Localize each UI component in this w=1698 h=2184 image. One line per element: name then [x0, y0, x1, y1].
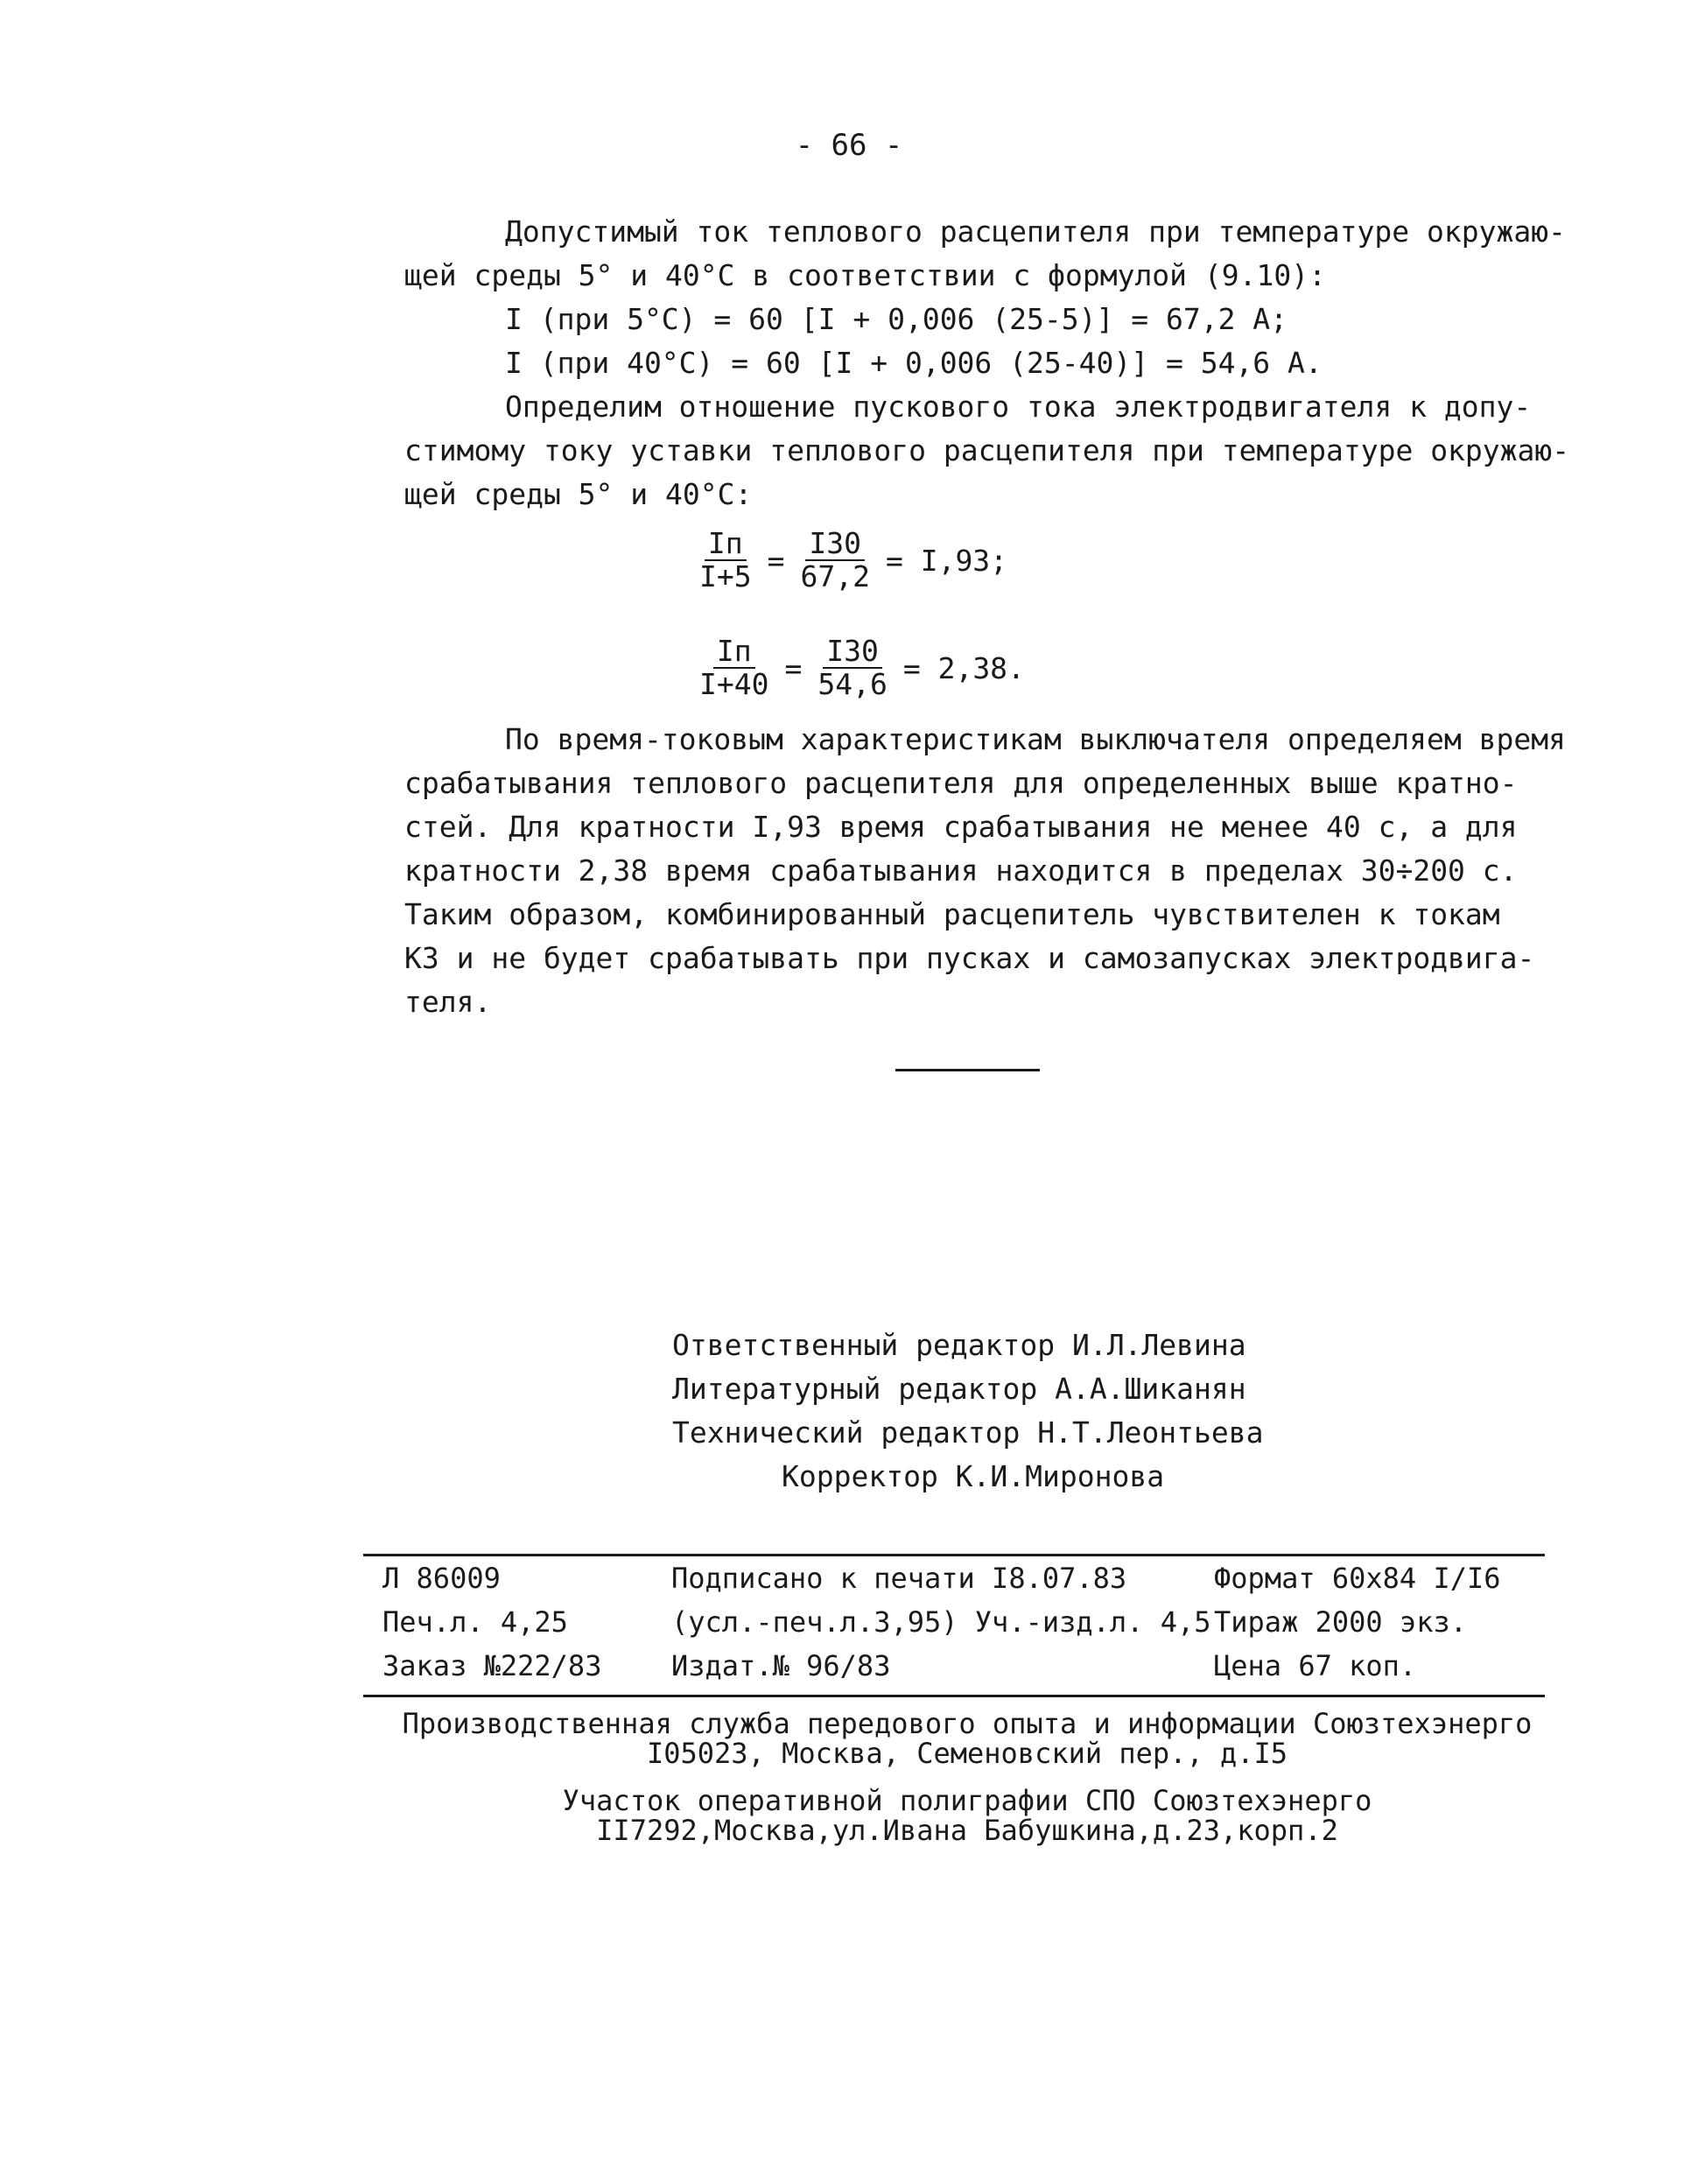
- paragraph2-line2: стимому току уставки теплового расцепителя при температуре окружаю-: [404, 433, 1570, 467]
- fraction-result: = I,93;: [885, 543, 1008, 578]
- paragraph1-line2: щей среды 5° и 40°С в соответствии с формулой (9.10):: [404, 258, 1326, 292]
- fraction-denominator: 54,6: [817, 667, 888, 701]
- fraction-numerator: I30: [805, 528, 865, 561]
- paragraph3-line5: Таким образом, комбинированный расцепитель чувствителен к токам: [404, 897, 1500, 931]
- fraction-denominator: I+40: [699, 667, 769, 701]
- corrector: Корректор К.И.Миронова: [782, 1459, 1165, 1493]
- printer-address: [363, 1786, 1571, 1845]
- responsible-editor: Ответственный редактор И.Л.Левина: [672, 1328, 1246, 1362]
- equals-sign: =: [784, 650, 803, 685]
- fraction-right-40c: [814, 633, 890, 701]
- literary-editor: Литературный редактор А.А.Шиканян: [672, 1372, 1246, 1406]
- body-text: [404, 210, 1595, 516]
- imprint-table: [363, 1554, 1545, 1697]
- credits-block: [672, 1324, 1264, 1499]
- imprint-row: [363, 1644, 1545, 1688]
- imprint-format: Формат 60х84 I/I6: [1214, 1562, 1501, 1595]
- imprint-bottom-rule: [363, 1695, 1545, 1697]
- imprint-print-run: Тираж 2000 экз.: [1214, 1605, 1467, 1639]
- fraction-block-40c: [696, 620, 1396, 716]
- publisher-location: I05023, Москва, Семеновский пер., д.I5: [646, 1737, 1288, 1770]
- imprint-publication-number: Издат.№ 96/83: [671, 1649, 891, 1682]
- fraction-left-40c: [696, 633, 772, 701]
- imprint-sheets: Печ.л. 4,25: [382, 1605, 568, 1639]
- paragraph3-line3: стей. Для кратности I,93 время срабатывания не менее 40 с, а для: [404, 810, 1518, 844]
- printer-location: II7292,Москва,ул.Ивана Бабушкина,д.23,корп.2: [596, 1814, 1338, 1847]
- paragraph3-line4: кратности 2,38 время срабатывания находится в пределах 30÷200 с.: [404, 853, 1518, 888]
- publisher-name: Производственная служба передового опыта и информации Союзтехэнерго: [402, 1707, 1533, 1740]
- conclusion-text: [404, 718, 1595, 1024]
- paragraph3-line7: теля.: [404, 985, 492, 1019]
- imprint-price: Цена 67 коп.: [1214, 1649, 1417, 1682]
- paragraph3-line2: срабатывания теплового расцепителя для определенных выше кратно-: [404, 766, 1518, 800]
- fraction-numerator: I30: [823, 636, 882, 669]
- fraction-result: = 2,38.: [902, 650, 1025, 685]
- imprint-code: Л 86009: [382, 1562, 501, 1595]
- paragraph2-line1: Определим отношение пускового тока электродвигателя к допу-: [505, 390, 1532, 424]
- imprint-sheets-detail: (усл.-печ.л.3,95) Уч.-изд.л. 4,5: [671, 1605, 1211, 1639]
- publisher-address: [363, 1709, 1571, 1768]
- paragraph3-line1: По время-токовым характеристикам выключателя определяем время: [505, 722, 1566, 756]
- fraction-left-5c: [696, 525, 755, 593]
- fraction-block-5c: [696, 512, 1396, 608]
- imprint-signed: Подписано к печати I8.07.83: [671, 1562, 1127, 1595]
- imprint-row: [363, 1556, 1545, 1600]
- fraction-denominator: 67,2: [800, 559, 870, 593]
- fraction-right-5c: [796, 525, 873, 593]
- imprint-row: [363, 1600, 1545, 1644]
- fraction-denominator: I+5: [699, 559, 752, 593]
- page-number: - 66 -: [795, 128, 903, 163]
- paragraph1-line1: Допустимый ток теплового расцепителя при температуре окружаю-: [505, 214, 1566, 249]
- equals-sign: =: [767, 543, 785, 578]
- paragraph2-line3: щей среды 5° и 40°С:: [404, 477, 753, 511]
- imprint-order: Заказ №222/83: [382, 1649, 602, 1682]
- section-separator: [895, 1069, 1040, 1071]
- formula-5c: I (при 5°С) = 60 [I + 0,006 (25-5)] = 67,2 А;: [505, 302, 1288, 336]
- technical-editor: Технический редактор Н.Т.Леонтьева: [672, 1415, 1264, 1450]
- paragraph3-line6: КЗ и не будет срабатывать при пусках и самозапусках электродвига-: [404, 941, 1535, 975]
- formula-40c: I (при 40°С) = 60 [I + 0,006 (25-40)] = 54,6 А.: [505, 346, 1323, 380]
- fraction-numerator: Iп: [705, 528, 747, 561]
- printer-name: Участок оперативной полиграфии СПО Союзтехэнерго: [562, 1784, 1372, 1817]
- fraction-numerator: Iп: [713, 636, 755, 669]
